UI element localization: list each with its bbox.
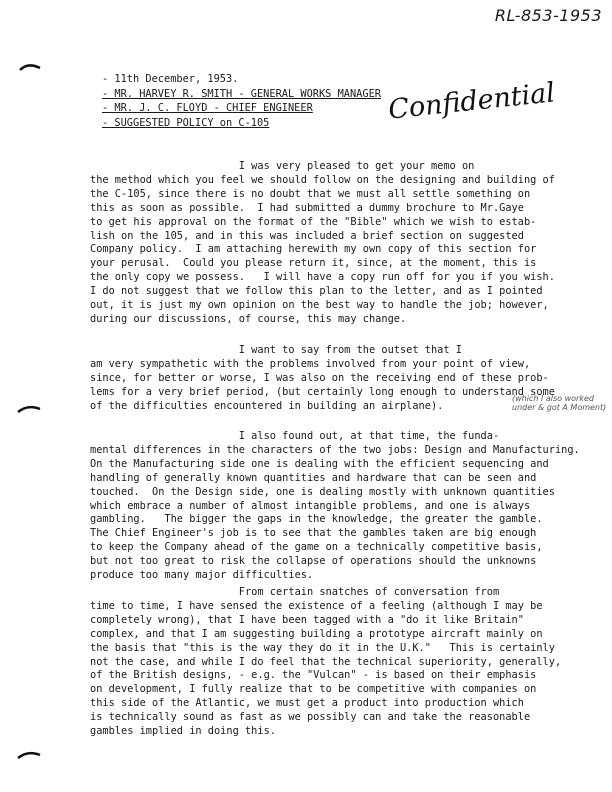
text-line: time to time, I have sensed the existence of a feeling (although I may be [90, 599, 543, 612]
text-line: this side of the Atlantic, we must get a product into production which [90, 697, 524, 710]
memo-date: - 11th December, 1953. [102, 73, 239, 85]
text-line: gambling. The bigger the gaps in the knowledge, the greater the gamble. [90, 513, 543, 526]
text-line: the only copy we possess. I will have a copy run off for you if you wish. [90, 271, 555, 284]
text-line: but not too great to risk the collapse of operations should the unknowns [90, 555, 537, 568]
text-line: touched. On the Design side, one is dealing mostly with unknown quantities [90, 485, 555, 498]
text-line: to get his approval on the format of the "Bible" which we wish to estab- [90, 215, 537, 228]
text-line: to keep the Company ahead of the game on a technically competitive basis, [90, 541, 543, 554]
text-line: during our discussions, of course, this may change. [90, 312, 407, 325]
text-line: the basis that "this is the way they do it in the U.K." This is certainly [90, 641, 555, 654]
text-line: handling of generally known quantities and hardware that can be seen and [90, 471, 537, 484]
paragraph-3 [90, 430, 590, 583]
text-line: is technically sound as fast as we possibly can and take the reasonable [90, 711, 531, 724]
text-line: produce too many major difficulties. [90, 569, 314, 582]
text-line: complex, and that I am suggesting building a prototype aircraft mainly on [90, 627, 543, 640]
text-line: the method which you feel we should follow on the designing and building of [90, 173, 555, 186]
handwritten-marginal-note [512, 394, 606, 412]
paragraph-4 [90, 586, 590, 739]
text-line: I do not suggest that we follow this plan to the letter, and as I pointed [90, 285, 543, 298]
margin-mark-top [18, 62, 42, 74]
text-line: Company policy. I am attaching herewith my own copy of this section for [90, 243, 537, 256]
text-line: lish on the 105, and in this was included a brief section on suggested [90, 229, 524, 242]
text-line: lems for a very brief period, (but certainly long enough to understand some [90, 385, 555, 398]
document-reference-number: RL-853-1953 [494, 6, 602, 25]
text-line: I also found out, at that time, the funda- [90, 430, 500, 442]
text-line: completely wrong), that I have been tagged with a "do it like Britain" [90, 613, 524, 626]
text-line: I want to say from the outset that I [90, 344, 462, 356]
text-line: out, it is just my own opinion on the best way to handle the job; however, [90, 299, 549, 312]
text-line: gambles implied in doing this. [90, 725, 276, 738]
confidential-stamp: Confidential [386, 77, 557, 126]
text-line: am very sympathetic with the problems involved from your point of view, [90, 357, 531, 370]
text-line: I was very pleased to get your memo on [90, 160, 475, 172]
text-line: of the difficulties encountered in building an airplane). [90, 399, 444, 412]
text-line: not the case, and while I do feel that the technical superiority, generally, [90, 655, 562, 668]
marginal-note-line-2: under & got A Moment) [512, 403, 607, 412]
memo-from: - MR. J. C. FLOYD - CHIEF ENGINEER [102, 102, 313, 115]
text-line: which embrace a number of almost intangible problems, and one is always [90, 499, 531, 512]
text-line: of the British designs, - e.g. the "Vulcan" - is based on their emphasis [90, 669, 537, 682]
paragraph-1 [90, 160, 590, 327]
margin-mark-bottom [16, 750, 42, 762]
text-line: your perusal. Could you please return it, since, at the moment, this is [90, 257, 537, 270]
text-line: on development, I fully realize that to be competitive with companies on [90, 683, 537, 696]
text-line: this as soon as possible. I had submitted a dummy brochure to Mr.Gaye [90, 201, 524, 214]
text-line: since, for better or worse, I was also on the receiving end of these prob- [90, 371, 549, 384]
memo-header [102, 72, 381, 130]
memo-to: - MR. HARVEY R. SMITH - GENERAL WORKS MANAGER [102, 87, 381, 100]
text-line: From certain snatches of conversation from [90, 586, 500, 598]
text-line: mental differences in the characters of the two jobs: Design and Manufacturing. [90, 443, 580, 456]
memo-subject: - SUGGESTED POLICY on C-105 [102, 116, 270, 129]
marginal-note-line-1: (which I also worked [512, 394, 594, 403]
text-line: The Chief Engineer's job is to see that the gambles taken are big enough [90, 527, 537, 540]
text-line: the C-105, since there is no doubt that we must all settle something on [90, 187, 531, 200]
margin-mark-middle [16, 404, 42, 416]
text-line: On the Manufacturing side one is dealing with the efficient sequencing and [90, 457, 549, 470]
